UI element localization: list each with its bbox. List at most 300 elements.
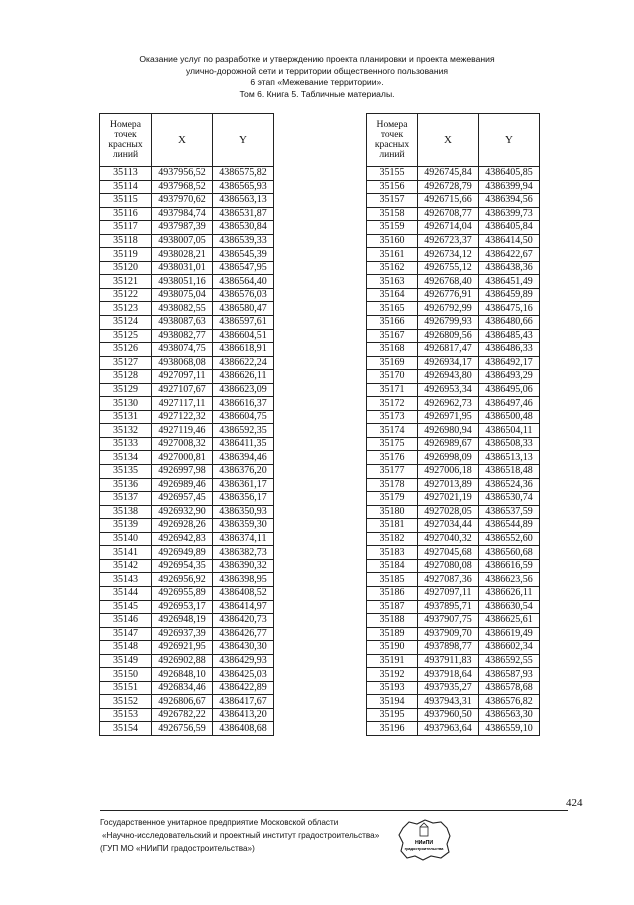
point-number-cell: 35171 bbox=[367, 383, 418, 397]
y-coordinate-cell: 4386390,32 bbox=[213, 559, 274, 573]
y-coordinate-cell: 4386399,94 bbox=[479, 180, 540, 194]
table-row bbox=[367, 248, 540, 262]
point-number-cell: 35188 bbox=[367, 614, 418, 628]
y-coordinate-cell: 4386356,17 bbox=[213, 492, 274, 506]
table-row bbox=[367, 519, 540, 533]
table-row bbox=[100, 424, 274, 438]
y-coordinate-cell: 4386545,39 bbox=[213, 248, 274, 262]
table-row bbox=[100, 681, 274, 695]
table-row bbox=[367, 370, 540, 384]
y-coordinate-cell: 4386575,82 bbox=[213, 167, 274, 181]
table-row bbox=[367, 492, 540, 506]
point-number-cell: 35193 bbox=[367, 681, 418, 695]
table-row bbox=[367, 695, 540, 709]
table-row bbox=[100, 532, 274, 546]
table-row bbox=[100, 207, 274, 221]
table-row bbox=[367, 356, 540, 370]
x-coordinate-cell: 4937909,70 bbox=[418, 627, 479, 641]
x-coordinate-cell: 4938028,21 bbox=[152, 248, 213, 262]
x-coordinate-cell: 4927119,46 bbox=[152, 424, 213, 438]
x-coordinate-cell: 4937911,83 bbox=[418, 654, 479, 668]
x-coordinate-cell: 4927008,32 bbox=[152, 437, 213, 451]
x-coordinate-cell: 4938087,63 bbox=[152, 316, 213, 330]
x-coordinate-cell: 4926956,92 bbox=[152, 573, 213, 587]
y-coordinate-cell: 4386408,52 bbox=[213, 586, 274, 600]
y-coordinate-cell: 4386576,82 bbox=[479, 695, 540, 709]
point-number-cell: 35142 bbox=[100, 559, 152, 573]
x-coordinate-cell: 4937956,52 bbox=[152, 167, 213, 181]
y-coordinate-cell: 4386559,10 bbox=[479, 722, 540, 736]
point-number-cell: 35140 bbox=[100, 532, 152, 546]
table-row bbox=[367, 722, 540, 736]
x-coordinate-cell: 4938082,55 bbox=[152, 302, 213, 316]
y-coordinate-cell: 4386405,84 bbox=[479, 221, 540, 235]
header-line-4: Том 6. Книга 5. Табличные материалы. bbox=[239, 88, 395, 99]
point-number-cell: 35158 bbox=[367, 207, 418, 221]
table-row bbox=[367, 451, 540, 465]
y-coordinate-cell: 4386530,74 bbox=[479, 492, 540, 506]
x-coordinate-cell: 4927080,08 bbox=[418, 559, 479, 573]
x-coordinate-cell: 4926755,12 bbox=[418, 261, 479, 275]
point-number-cell: 35163 bbox=[367, 275, 418, 289]
point-number-cell: 35117 bbox=[100, 221, 152, 235]
point-number-cell: 35182 bbox=[367, 532, 418, 546]
x-coordinate-cell: 4926989,46 bbox=[152, 478, 213, 492]
y-coordinate-cell: 4386359,30 bbox=[213, 519, 274, 533]
table-row bbox=[100, 302, 274, 316]
table-row bbox=[100, 614, 274, 628]
x-coordinate-cell: 4937907,75 bbox=[418, 614, 479, 628]
table-row bbox=[100, 167, 274, 181]
table-row bbox=[100, 627, 274, 641]
x-coordinate-cell: 4927013,89 bbox=[418, 478, 479, 492]
table-row bbox=[100, 383, 274, 397]
x-coordinate-cell: 4927040,32 bbox=[418, 532, 479, 546]
footer-divider bbox=[100, 810, 568, 811]
header-y: Y bbox=[479, 114, 540, 167]
x-coordinate-cell: 4938068,08 bbox=[152, 356, 213, 370]
point-number-cell: 35190 bbox=[367, 641, 418, 655]
y-coordinate-cell: 4386426,77 bbox=[213, 627, 274, 641]
x-coordinate-cell: 4937935,27 bbox=[418, 681, 479, 695]
table-row bbox=[100, 397, 274, 411]
document-footer bbox=[100, 816, 400, 855]
table-row bbox=[100, 316, 274, 330]
x-coordinate-cell: 4927087,36 bbox=[418, 573, 479, 587]
table-row bbox=[100, 573, 274, 587]
header-y: Y bbox=[213, 114, 274, 167]
point-number-cell: 35155 bbox=[367, 167, 418, 181]
point-number-cell: 35177 bbox=[367, 465, 418, 479]
x-coordinate-cell: 4937987,39 bbox=[152, 221, 213, 235]
point-number-cell: 35174 bbox=[367, 424, 418, 438]
y-coordinate-cell: 4386625,61 bbox=[479, 614, 540, 628]
table-row bbox=[100, 641, 274, 655]
point-number-cell: 35175 bbox=[367, 437, 418, 451]
x-coordinate-cell: 4927097,11 bbox=[418, 586, 479, 600]
point-number-cell: 35189 bbox=[367, 627, 418, 641]
point-number-cell: 35161 bbox=[367, 248, 418, 262]
table-row bbox=[100, 451, 274, 465]
point-number-cell: 35160 bbox=[367, 234, 418, 248]
point-number-cell: 35123 bbox=[100, 302, 152, 316]
x-coordinate-cell: 4926768,40 bbox=[418, 275, 479, 289]
point-number-cell: 35165 bbox=[367, 302, 418, 316]
y-coordinate-cell: 4386495,06 bbox=[479, 383, 540, 397]
point-number-cell: 35168 bbox=[367, 343, 418, 357]
table-row bbox=[100, 288, 274, 302]
x-coordinate-cell: 4926799,93 bbox=[418, 316, 479, 330]
x-coordinate-cell: 4927028,05 bbox=[418, 505, 479, 519]
point-number-cell: 35114 bbox=[100, 180, 152, 194]
y-coordinate-cell: 4386480,66 bbox=[479, 316, 540, 330]
y-coordinate-cell: 4386626,11 bbox=[479, 586, 540, 600]
x-coordinate-cell: 4926962,73 bbox=[418, 397, 479, 411]
point-number-cell: 35131 bbox=[100, 410, 152, 424]
x-coordinate-cell: 4937984,74 bbox=[152, 207, 213, 221]
y-coordinate-cell: 4386382,73 bbox=[213, 546, 274, 560]
coordinates-table-left bbox=[99, 113, 274, 736]
point-number-cell: 35141 bbox=[100, 546, 152, 560]
x-coordinate-cell: 4927122,32 bbox=[152, 410, 213, 424]
x-coordinate-cell: 4938051,16 bbox=[152, 275, 213, 289]
x-coordinate-cell: 4926953,17 bbox=[152, 600, 213, 614]
x-coordinate-cell: 4937918,64 bbox=[418, 668, 479, 682]
y-coordinate-cell: 4386394,46 bbox=[213, 451, 274, 465]
point-number-cell: 35184 bbox=[367, 559, 418, 573]
point-number-cell: 35159 bbox=[367, 221, 418, 235]
logo-text-2: градостроительства bbox=[404, 847, 444, 851]
x-coordinate-cell: 4938007,05 bbox=[152, 234, 213, 248]
x-coordinate-cell: 4926980,94 bbox=[418, 424, 479, 438]
x-coordinate-cell: 4938082,77 bbox=[152, 329, 213, 343]
table-row bbox=[100, 261, 274, 275]
y-coordinate-cell: 4386459,89 bbox=[479, 288, 540, 302]
point-number-cell: 35146 bbox=[100, 614, 152, 628]
table-row bbox=[367, 668, 540, 682]
x-coordinate-cell: 4926714,04 bbox=[418, 221, 479, 235]
x-coordinate-cell: 4926998,09 bbox=[418, 451, 479, 465]
x-coordinate-cell: 4927021,19 bbox=[418, 492, 479, 506]
y-coordinate-cell: 4386405,85 bbox=[479, 167, 540, 181]
x-coordinate-cell: 4926809,56 bbox=[418, 329, 479, 343]
point-number-cell: 35194 bbox=[367, 695, 418, 709]
table-row bbox=[100, 492, 274, 506]
y-coordinate-cell: 4386451,49 bbox=[479, 275, 540, 289]
point-number-cell: 35196 bbox=[367, 722, 418, 736]
x-coordinate-cell: 4937960,50 bbox=[418, 708, 479, 722]
point-number-cell: 35167 bbox=[367, 329, 418, 343]
table-row bbox=[367, 221, 540, 235]
table-row bbox=[367, 600, 540, 614]
y-coordinate-cell: 4386580,47 bbox=[213, 302, 274, 316]
point-number-cell: 35149 bbox=[100, 654, 152, 668]
x-coordinate-cell: 4926949,89 bbox=[152, 546, 213, 560]
point-number-cell: 35186 bbox=[367, 586, 418, 600]
point-number-cell: 35126 bbox=[100, 343, 152, 357]
point-number-cell: 35162 bbox=[367, 261, 418, 275]
table-row bbox=[100, 559, 274, 573]
point-number-cell: 35185 bbox=[367, 573, 418, 587]
y-coordinate-cell: 4386616,37 bbox=[213, 397, 274, 411]
footer-line-2: «Научно-исследовательский и проектный институт градостроительства» bbox=[102, 831, 380, 840]
table-row bbox=[100, 180, 274, 194]
point-number-cell: 35145 bbox=[100, 600, 152, 614]
point-number-cell: 35130 bbox=[100, 397, 152, 411]
point-number-cell: 35139 bbox=[100, 519, 152, 533]
moscow-region-emblem-icon bbox=[395, 818, 453, 862]
x-coordinate-cell: 4937943,31 bbox=[418, 695, 479, 709]
x-coordinate-cell: 4926921,95 bbox=[152, 641, 213, 655]
y-coordinate-cell: 4386413,20 bbox=[213, 708, 274, 722]
header-point-number: Номера точек красных линий bbox=[100, 114, 152, 167]
y-coordinate-cell: 4386563,13 bbox=[213, 194, 274, 208]
table-row bbox=[367, 614, 540, 628]
point-number-cell: 35137 bbox=[100, 492, 152, 506]
point-number-cell: 35113 bbox=[100, 167, 152, 181]
x-coordinate-cell: 4926957,45 bbox=[152, 492, 213, 506]
table-row bbox=[100, 221, 274, 235]
x-coordinate-cell: 4926745,84 bbox=[418, 167, 479, 181]
coordinates-table-right bbox=[366, 113, 540, 736]
y-coordinate-cell: 4386531,87 bbox=[213, 207, 274, 221]
table-row bbox=[100, 437, 274, 451]
table-row bbox=[100, 668, 274, 682]
y-coordinate-cell: 4386537,59 bbox=[479, 505, 540, 519]
table-row bbox=[367, 681, 540, 695]
table-row bbox=[367, 573, 540, 587]
x-coordinate-cell: 4927006,18 bbox=[418, 465, 479, 479]
y-coordinate-cell: 4386508,33 bbox=[479, 437, 540, 451]
point-number-cell: 35191 bbox=[367, 654, 418, 668]
point-number-cell: 35115 bbox=[100, 194, 152, 208]
point-number-cell: 35136 bbox=[100, 478, 152, 492]
point-number-cell: 35172 bbox=[367, 397, 418, 411]
y-coordinate-cell: 4386486,33 bbox=[479, 343, 540, 357]
point-number-cell: 35150 bbox=[100, 668, 152, 682]
x-coordinate-cell: 4926708,77 bbox=[418, 207, 479, 221]
y-coordinate-cell: 4386492,17 bbox=[479, 356, 540, 370]
table-row bbox=[100, 722, 274, 736]
y-coordinate-cell: 4386429,93 bbox=[213, 654, 274, 668]
header-line-1: Оказание услуг по разработке и утверждению проекта планировки и проекта межевания bbox=[139, 54, 495, 64]
x-coordinate-cell: 4926928,26 bbox=[152, 519, 213, 533]
x-coordinate-cell: 4926734,12 bbox=[418, 248, 479, 262]
point-number-cell: 35119 bbox=[100, 248, 152, 262]
y-coordinate-cell: 4386592,55 bbox=[479, 654, 540, 668]
x-coordinate-cell: 4937898,77 bbox=[418, 641, 479, 655]
table-row bbox=[367, 654, 540, 668]
y-coordinate-cell: 4386411,35 bbox=[213, 437, 274, 451]
point-number-cell: 35181 bbox=[367, 519, 418, 533]
table-row bbox=[367, 167, 540, 181]
x-coordinate-cell: 4937970,62 bbox=[152, 194, 213, 208]
point-number-cell: 35169 bbox=[367, 356, 418, 370]
table-row bbox=[100, 708, 274, 722]
y-coordinate-cell: 4386530,84 bbox=[213, 221, 274, 235]
point-number-cell: 35129 bbox=[100, 383, 152, 397]
x-coordinate-cell: 4926806,67 bbox=[152, 695, 213, 709]
x-coordinate-cell: 4926728,79 bbox=[418, 180, 479, 194]
y-coordinate-cell: 4386539,33 bbox=[213, 234, 274, 248]
x-coordinate-cell: 4938031,01 bbox=[152, 261, 213, 275]
x-coordinate-cell: 4927117,11 bbox=[152, 397, 213, 411]
y-coordinate-cell: 4386497,46 bbox=[479, 397, 540, 411]
table-row bbox=[367, 410, 540, 424]
table-row bbox=[100, 654, 274, 668]
table-body-left bbox=[100, 167, 274, 736]
y-coordinate-cell: 4386425,03 bbox=[213, 668, 274, 682]
x-coordinate-cell: 4937895,71 bbox=[418, 600, 479, 614]
table-row bbox=[367, 559, 540, 573]
x-coordinate-cell: 4926955,89 bbox=[152, 586, 213, 600]
table-row bbox=[100, 505, 274, 519]
y-coordinate-cell: 4386350,93 bbox=[213, 505, 274, 519]
footer-line-3: (ГУП МО «НИиПИ градостроительства») bbox=[100, 844, 255, 853]
y-coordinate-cell: 4386500,48 bbox=[479, 410, 540, 424]
y-coordinate-cell: 4386560,68 bbox=[479, 546, 540, 560]
point-number-cell: 35170 bbox=[367, 370, 418, 384]
y-coordinate-cell: 4386544,89 bbox=[479, 519, 540, 533]
y-coordinate-cell: 4386592,35 bbox=[213, 424, 274, 438]
x-coordinate-cell: 4938074,75 bbox=[152, 343, 213, 357]
table-row bbox=[367, 343, 540, 357]
point-number-cell: 35187 bbox=[367, 600, 418, 614]
y-coordinate-cell: 4386504,11 bbox=[479, 424, 540, 438]
point-number-cell: 35195 bbox=[367, 708, 418, 722]
table-row bbox=[367, 437, 540, 451]
table-row bbox=[100, 465, 274, 479]
table-row bbox=[100, 356, 274, 370]
y-coordinate-cell: 4386408,68 bbox=[213, 722, 274, 736]
point-number-cell: 35118 bbox=[100, 234, 152, 248]
y-coordinate-cell: 4386602,34 bbox=[479, 641, 540, 655]
table-header-row bbox=[100, 114, 274, 167]
x-coordinate-cell: 4926971,95 bbox=[418, 410, 479, 424]
point-number-cell: 35183 bbox=[367, 546, 418, 560]
x-coordinate-cell: 4926989,67 bbox=[418, 437, 479, 451]
x-coordinate-cell: 4926776,91 bbox=[418, 288, 479, 302]
x-coordinate-cell: 4927034,44 bbox=[418, 519, 479, 533]
y-coordinate-cell: 4386552,60 bbox=[479, 532, 540, 546]
document-header bbox=[0, 54, 634, 100]
table-row bbox=[367, 383, 540, 397]
y-coordinate-cell: 4386394,56 bbox=[479, 194, 540, 208]
x-coordinate-cell: 4927045,68 bbox=[418, 546, 479, 560]
table-row bbox=[367, 478, 540, 492]
y-coordinate-cell: 4386438,36 bbox=[479, 261, 540, 275]
x-coordinate-cell: 4927107,67 bbox=[152, 383, 213, 397]
point-number-cell: 35143 bbox=[100, 573, 152, 587]
table-row bbox=[100, 194, 274, 208]
table-row bbox=[367, 207, 540, 221]
table-row bbox=[367, 302, 540, 316]
y-coordinate-cell: 4386616,59 bbox=[479, 559, 540, 573]
point-number-cell: 35120 bbox=[100, 261, 152, 275]
point-number-cell: 35166 bbox=[367, 316, 418, 330]
table-row bbox=[367, 316, 540, 330]
x-coordinate-cell: 4926932,90 bbox=[152, 505, 213, 519]
point-number-cell: 35121 bbox=[100, 275, 152, 289]
x-coordinate-cell: 4926954,35 bbox=[152, 559, 213, 573]
header-line-2: улично-дорожной сети и территории общественного пользования bbox=[185, 65, 449, 76]
y-coordinate-cell: 4386576,03 bbox=[213, 288, 274, 302]
point-number-cell: 35157 bbox=[367, 194, 418, 208]
table-row bbox=[100, 370, 274, 384]
table-row bbox=[367, 234, 540, 248]
y-coordinate-cell: 4386518,48 bbox=[479, 465, 540, 479]
x-coordinate-cell: 4926848,10 bbox=[152, 668, 213, 682]
point-number-cell: 35125 bbox=[100, 329, 152, 343]
header-point-number: Номера точек красных линий bbox=[367, 114, 418, 167]
point-number-cell: 35135 bbox=[100, 465, 152, 479]
y-coordinate-cell: 4386376,20 bbox=[213, 465, 274, 479]
y-coordinate-cell: 4386430,30 bbox=[213, 641, 274, 655]
y-coordinate-cell: 4386622,24 bbox=[213, 356, 274, 370]
point-number-cell: 35148 bbox=[100, 641, 152, 655]
y-coordinate-cell: 4386475,16 bbox=[479, 302, 540, 316]
point-number-cell: 35164 bbox=[367, 288, 418, 302]
point-number-cell: 35133 bbox=[100, 437, 152, 451]
header-line-3: 6 этап «Межевание территории». bbox=[250, 77, 384, 88]
point-number-cell: 35173 bbox=[367, 410, 418, 424]
x-coordinate-cell: 4926756,59 bbox=[152, 722, 213, 736]
table-row bbox=[367, 627, 540, 641]
table-row bbox=[367, 329, 540, 343]
point-number-cell: 35154 bbox=[100, 722, 152, 736]
y-coordinate-cell: 4386578,68 bbox=[479, 681, 540, 695]
table-row bbox=[100, 234, 274, 248]
x-coordinate-cell: 4937963,64 bbox=[418, 722, 479, 736]
table-header-row bbox=[367, 114, 540, 167]
point-number-cell: 35134 bbox=[100, 451, 152, 465]
y-coordinate-cell: 4386623,56 bbox=[479, 573, 540, 587]
point-number-cell: 35176 bbox=[367, 451, 418, 465]
y-coordinate-cell: 4386414,50 bbox=[479, 234, 540, 248]
point-number-cell: 35179 bbox=[367, 492, 418, 506]
y-coordinate-cell: 4386604,51 bbox=[213, 329, 274, 343]
x-coordinate-cell: 4926792,99 bbox=[418, 302, 479, 316]
header-x: X bbox=[418, 114, 479, 167]
x-coordinate-cell: 4926937,39 bbox=[152, 627, 213, 641]
y-coordinate-cell: 4386619,49 bbox=[479, 627, 540, 641]
table-row bbox=[100, 586, 274, 600]
table-row bbox=[100, 343, 274, 357]
point-number-cell: 35156 bbox=[367, 180, 418, 194]
y-coordinate-cell: 4386524,36 bbox=[479, 478, 540, 492]
x-coordinate-cell: 4926948,19 bbox=[152, 614, 213, 628]
table-row bbox=[367, 261, 540, 275]
point-number-cell: 35192 bbox=[367, 668, 418, 682]
header-x: X bbox=[152, 114, 213, 167]
table-row bbox=[367, 275, 540, 289]
y-coordinate-cell: 4386361,17 bbox=[213, 478, 274, 492]
table-body-right bbox=[367, 167, 540, 736]
y-coordinate-cell: 4386565,93 bbox=[213, 180, 274, 194]
y-coordinate-cell: 4386547,95 bbox=[213, 261, 274, 275]
x-coordinate-cell: 4926817,47 bbox=[418, 343, 479, 357]
table-row bbox=[100, 695, 274, 709]
point-number-cell: 35178 bbox=[367, 478, 418, 492]
x-coordinate-cell: 4926782,22 bbox=[152, 708, 213, 722]
table-row bbox=[367, 288, 540, 302]
table-row bbox=[100, 410, 274, 424]
point-number-cell: 35138 bbox=[100, 505, 152, 519]
table-row bbox=[100, 546, 274, 560]
point-number-cell: 35116 bbox=[100, 207, 152, 221]
y-coordinate-cell: 4386399,73 bbox=[479, 207, 540, 221]
x-coordinate-cell: 4926715,66 bbox=[418, 194, 479, 208]
